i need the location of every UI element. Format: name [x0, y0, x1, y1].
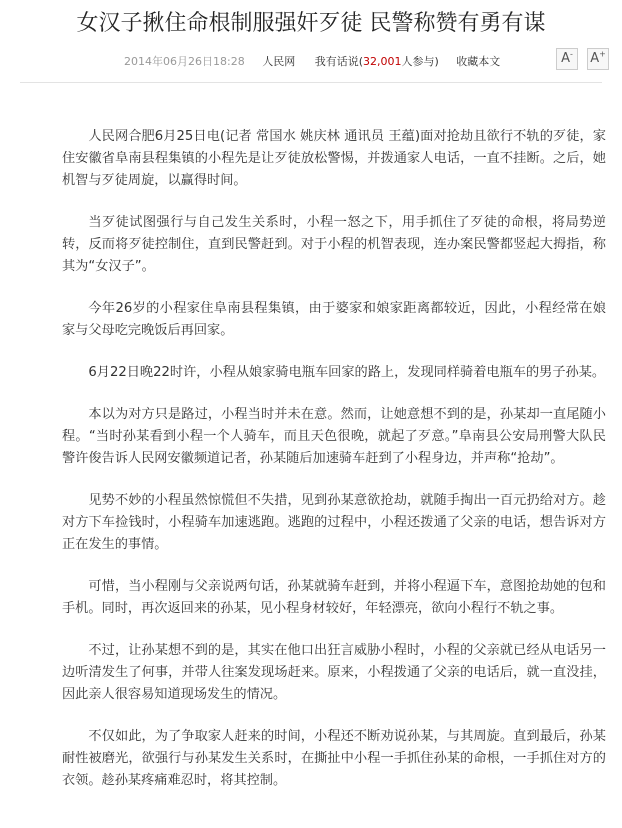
- article-title: 女汉子揪住命根制服强奸歹徒 民警称赞有勇有谋: [76, 11, 546, 36]
- comment-prefix: 我有话说(: [314, 55, 363, 68]
- increase-font-button[interactable]: [587, 48, 609, 70]
- article-paragraph: 本以为对方只是路过，小程当时并未在意。然而，让她意想不到的是，孙某却一直尾随小程。“当时孙某看到小程一个人骑车，而且天色很晚，就起了歹意。”阜南县公安局刑警大队民警许俊告诉人民网安徽频道记者，孙某随后加速骑车赶到了小程身边，并声称“抢劫”。: [62, 407, 606, 466]
- publish-date: 2014年06月26日18:28: [124, 55, 245, 68]
- article-paragraph: 6月22日晚22时许，小程从娘家骑电瓶车回家的路上，发现同样骑着电瓶车的男子孙某。: [88, 365, 606, 380]
- comment-link[interactable]: [315, 52, 439, 72]
- minus-icon: -: [570, 49, 573, 59]
- article-paragraph: 当歹徒试图强行与自己发生关系时，小程一怒之下，用手抓住了歹徒的命根，将局势逆转，反而将歹徒控制住，直到民警赶到。对于小程的机智表现，连办案民警都竖起大拇指，称其为“女汉子”。: [62, 215, 606, 274]
- plus-icon: +: [599, 49, 606, 59]
- article-paragraph: 人民网合肥6月25日电(记者 常国水 姚庆林 通讯员 王蕴)面对抢劫且欲行不轨的歹徒，家住安徽省阜南县程集镇的小程先是让歹徒放松警惕，并拨通家人电话，一直不挂断。之后，她机智与歹徒周旋，以赢得时间。: [62, 129, 606, 188]
- bookmark-link[interactable]: 收藏本文: [456, 55, 501, 68]
- header-divider: [20, 82, 602, 83]
- comment-count: 32,001: [363, 55, 402, 68]
- article-paragraph: 今年26岁的小程家住阜南县程集镇，由于婆家和娘家距离都较近，因此，小程经常在娘家与父母吃完晚饭后再回家。: [62, 301, 606, 338]
- source-link[interactable]: 人民网: [262, 55, 296, 68]
- article-paragraph: 见势不妙的小程虽然惊慌但不失措，见到孙某意欲抢劫，就随手掏出一百元扔给对方。趁对方下车捡钱时，小程骑车加速逃跑。逃跑的过程中，小程还拨通了父亲的电话，想告诉对方正在发生的事情。: [62, 493, 606, 552]
- article-paragraph: 可惜，当小程刚与父亲说两句话，孙某就骑车赶到，并将小程逼下车，意图抢劫她的包和手机。同时，再次返回来的孙某，见小程身材较好，年轻漂亮，欲向小程行不轨之事。: [62, 579, 606, 616]
- article-paragraph: 不仅如此，为了争取家人赶来的时间，小程还不断劝说孙某，与其周旋。直到最后，孙某耐性被磨光，欲强行与孙某发生关系时，在撕扯中小程一手抓住孙某的命根，一手抓住对方的衣领。趁孙某疼痛难忍时，将其控制。: [62, 729, 606, 788]
- decrease-font-button[interactable]: [556, 48, 578, 70]
- decrease-font-letter: A: [561, 51, 570, 66]
- article-body: [62, 126, 606, 812]
- article-paragraph: 不过，让孙某想不到的是，其实在他口出狂言威胁小程时，小程的父亲就已经从电话另一边听清发生了何事，并带人往案发现场赶来。原来，小程拨通了父亲的电话后，就一直没挂，因此亲人很容易知道现场发生的情况。: [62, 643, 606, 702]
- increase-font-letter: A: [590, 51, 600, 66]
- comment-suffix: 人参与): [401, 55, 439, 68]
- article-meta: [124, 52, 500, 72]
